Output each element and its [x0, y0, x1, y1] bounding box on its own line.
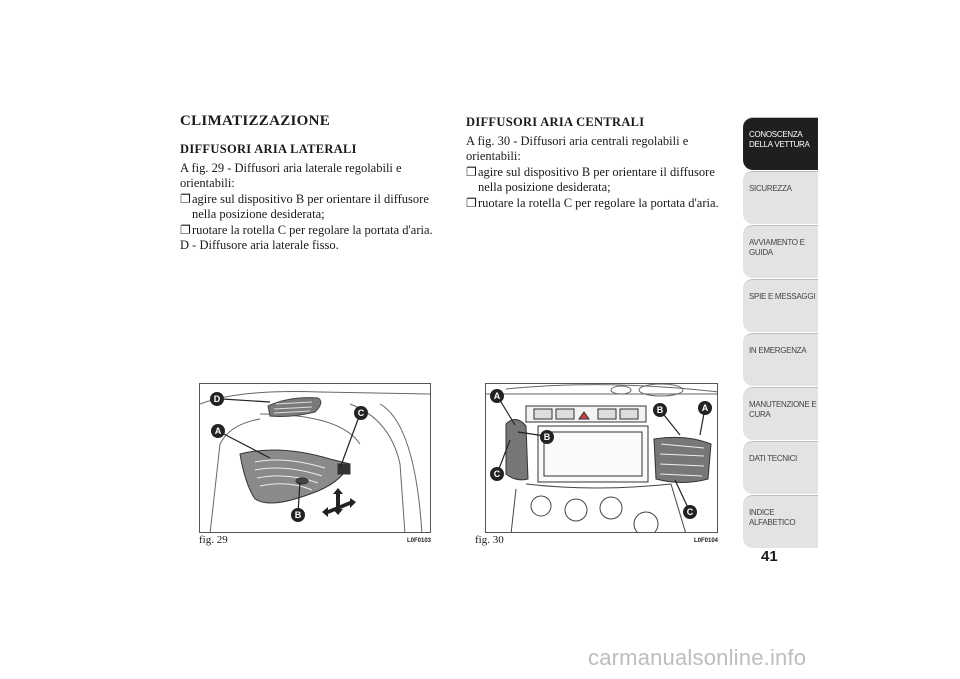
tab-dati-tecnici[interactable]: [743, 441, 818, 494]
tab-spie-e-messaggi[interactable]: [743, 279, 818, 332]
tab-label: MANUTENZIONE E CURA: [749, 400, 817, 419]
tab-indice-alfabetico[interactable]: [743, 495, 818, 548]
bullet-mark: ❐: [466, 164, 477, 179]
tab-manutenzione-e-cura[interactable]: [743, 387, 818, 440]
tab-avviamento-e-guida[interactable]: [743, 225, 818, 278]
fig29-label-c: C: [357, 408, 365, 418]
fig30-label-b: B: [543, 432, 551, 442]
bullet-mark: ❐: [180, 191, 191, 206]
tab-in-emergenza[interactable]: [743, 333, 818, 386]
bullet-mark: ❐: [180, 222, 191, 237]
tab-label: DATI TECNICI: [749, 454, 798, 463]
tab-label: SICUREZZA: [749, 184, 792, 193]
fig30-label-c: C: [686, 507, 694, 517]
leader-line: [222, 399, 270, 402]
fig29-label-b: B: [294, 510, 302, 520]
tab-label: INDICE ALFABETICO: [749, 508, 796, 527]
tab-label: IN EMERGENZA: [749, 346, 807, 355]
tab-conoscenza-della-vettura[interactable]: [743, 117, 818, 170]
figure-29-code: L0F0103: [407, 538, 432, 544]
bullet-mark: ❐: [466, 195, 477, 210]
tab-sicurezza[interactable]: [743, 171, 818, 224]
section-title: CLIMATIZZAZIONE: [180, 113, 331, 129]
right-bullet-text: ruotare la rotella C per regolare la portata d'aria.: [478, 195, 719, 210]
page-number: 41: [761, 548, 778, 565]
chapter-tabs: [743, 117, 818, 549]
left-intro: A fig. 29 - Diffusori aria laterale regolabili e orientabili:: [180, 160, 402, 190]
fig29-label-d: D: [213, 394, 221, 404]
figure-29-caption: fig. 29: [199, 534, 228, 546]
tab-label: CONOSCENZA DELLA VETTURA: [749, 130, 810, 149]
leader-line: [220, 432, 270, 458]
leader-line: [340, 414, 360, 468]
right-intro: A fig. 30 - Diffusori aria centrali regolabili e orientabili:: [466, 133, 689, 163]
fig30-label-a: A: [493, 391, 501, 401]
fig30-label-b: B: [656, 405, 664, 415]
tab-label: SPIE E MESSAGGI: [749, 292, 816, 301]
left-bullet-text: ruotare la rotella C per regolare la portata d'aria.: [192, 222, 433, 237]
fig30-label-c: C: [493, 469, 501, 479]
left-heading: DIFFUSORI ARIA LATERALI: [180, 142, 357, 156]
tab-label: AVVIAMENTO E GUIDA: [749, 238, 805, 257]
left-bullet-text: agire sul dispositivo B per orientare il diffusore nella posizione desiderata;: [192, 191, 429, 221]
figure-30-caption: fig. 30: [475, 534, 504, 546]
fig29-label-a: A: [214, 426, 222, 436]
fig30-label-a: A: [701, 403, 709, 413]
right-bullet-text: agire sul dispositivo B per orientare il diffusore nella posizione desiderata;: [478, 164, 715, 194]
figure-30-code: L0F0104: [694, 538, 719, 544]
watermark: carmanualsonline.info: [588, 645, 807, 670]
left-note: D - Diffusore aria laterale fisso.: [180, 238, 339, 252]
right-heading: DIFFUSORI ARIA CENTRALI: [466, 115, 645, 129]
